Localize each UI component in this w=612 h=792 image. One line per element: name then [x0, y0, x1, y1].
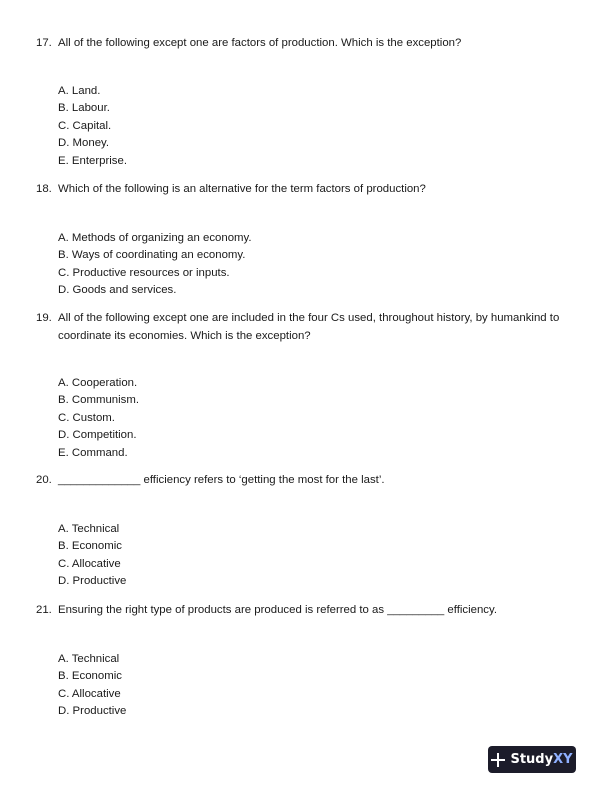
question-text: All of the following except one are included in the four Cs used, throughout history, by humankind to coordinate its economies. Which is the exception? [58, 312, 560, 342]
option-b: B. Communism. [58, 394, 140, 407]
option-c: C. Productive resources or inputs. [58, 266, 230, 279]
question-18 [36, 181, 581, 199]
question-number: 17. [36, 37, 52, 49]
option-b: B. Ways of coordinating an economy. [58, 249, 246, 262]
question-21 [36, 602, 581, 620]
option-b: B. Labour. [58, 102, 110, 115]
option-e: E. Enterprise. [58, 154, 128, 167]
question-text: All of the following except one are factors of production. Which is the exception? [58, 37, 462, 49]
logo-accent: XY [553, 751, 573, 767]
option-a: A. Methods of organizing an economy. [58, 232, 252, 244]
options-list-21 [58, 651, 126, 721]
studyxy-logo [488, 746, 576, 773]
options-list-20 [58, 521, 126, 591]
options-list-19 [58, 375, 139, 462]
option-a: A. Land. [58, 85, 101, 97]
question-text: Ensuring the right type of products are produced is referred to as _________ efficiency. [58, 604, 498, 616]
question-number: 18. [36, 183, 52, 195]
option-c: C. Custom. [58, 411, 115, 424]
plus-sparkle-icon [491, 753, 505, 767]
question-20 [36, 472, 581, 490]
option-c: C. Allocative [58, 687, 121, 700]
option-c: C. Allocative [58, 557, 121, 570]
option-c: C. Capital. [58, 119, 112, 132]
option-d: D. Money. [58, 137, 110, 150]
option-d: D. Productive [58, 705, 127, 718]
question-19 [36, 310, 581, 345]
option-e: E. Command. [58, 446, 128, 459]
question-text: Which of the following is an alternative for the term factors of production? [58, 183, 426, 195]
question-text: _____________ efficiency refers to ‘getting the most for the last’. [58, 474, 385, 486]
option-a: A. Technical [58, 653, 120, 665]
option-a: A. Technical [58, 523, 120, 535]
question-number: 21. [36, 604, 52, 616]
question-number: 20. [36, 474, 52, 486]
option-d: D. Productive [58, 575, 127, 588]
option-a: A. Cooperation. [58, 377, 138, 389]
question-17 [36, 35, 581, 53]
logo-brand: Study [510, 751, 554, 767]
option-b: B. Economic [58, 670, 122, 683]
option-d: D. Competition. [58, 429, 137, 442]
question-number: 19. [36, 312, 52, 324]
option-b: B. Economic [58, 540, 122, 553]
option-d: D. Goods and services. [58, 284, 177, 297]
options-list-18 [58, 230, 252, 300]
options-list-17 [58, 83, 127, 170]
